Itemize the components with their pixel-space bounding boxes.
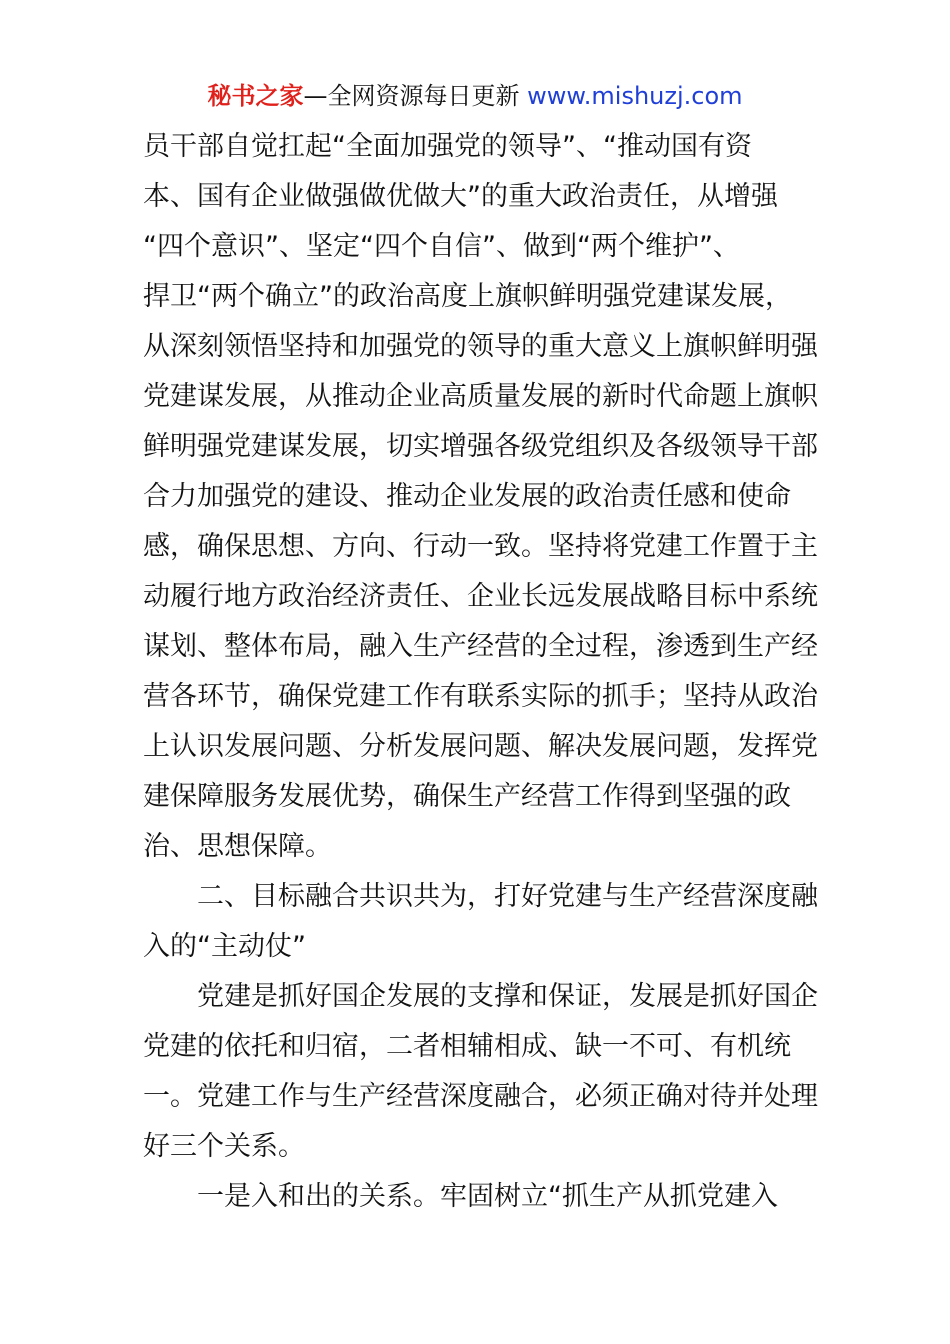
site-header bbox=[0, 80, 950, 112]
text-line: 员干部自觉扛起“全面加强党的领导”、“推动国有资 bbox=[143, 131, 752, 162]
text-line: “四个意识”、坚定“四个自信”、做到“两个维护”、 bbox=[143, 231, 740, 262]
text-line: 动履行地方政治经济责任、企业长远发展战略目标中系统 bbox=[143, 581, 818, 612]
text-line: 营各环节，确保党建工作有联系实际的抓手；坚持从政治 bbox=[143, 681, 818, 712]
text-line: 从深刻领悟坚持和加强党的领导的重大意义上旗帜鲜明强 bbox=[143, 331, 818, 362]
text-line: 治、思想保障。 bbox=[143, 831, 332, 862]
text-line: 鲜明强党建谋发展，切实增强各级党组织及各级领导干部 bbox=[143, 431, 818, 462]
document-body bbox=[143, 122, 818, 1222]
text-line: 党建的依托和归宿，二者相辅相成、缺一不可、有机统 bbox=[143, 1031, 791, 1062]
site-url-link[interactable]: www.mishuzj.com bbox=[527, 82, 743, 110]
text-line: 感，确保思想、方向、行动一致。坚持将党建工作置于主 bbox=[143, 531, 818, 562]
site-tagline: —全网资源每日更新 bbox=[303, 82, 528, 110]
section-heading-continued: 入的“主动仗” bbox=[143, 931, 306, 962]
section-heading: 二、目标融合共识共为，打好党建与生产经营深度融 bbox=[197, 881, 818, 912]
text-line: 谋划、整体布局，融入生产经营的全过程，渗透到生产经 bbox=[143, 631, 818, 662]
text-line: 捍卫“两个确立”的政治高度上旗帜鲜明强党建谋发展， bbox=[143, 281, 792, 312]
paragraph-start: 党建是抓好国企发展的支撑和保证，发展是抓好国企 bbox=[197, 981, 818, 1012]
text-line: 合力加强党的建设、推动企业发展的政治责任感和使命 bbox=[143, 481, 791, 512]
text-line: 一。党建工作与生产经营深度融合，必须正确对待并处理 bbox=[143, 1081, 818, 1112]
text-line: 好三个关系。 bbox=[143, 1131, 305, 1162]
text-line: 上认识发展问题、分析发展问题、解决发展问题，发挥党 bbox=[143, 731, 818, 762]
text-line: 建保障服务发展优势，确保生产经营工作得到坚强的政 bbox=[143, 781, 791, 812]
site-brand: 秘书之家 bbox=[207, 82, 304, 110]
text-line: 党建谋发展，从推动企业高质量发展的新时代命题上旗帜 bbox=[143, 381, 818, 412]
text-line: 本、国有企业做强做优做大”的重大政治责任，从增强 bbox=[143, 181, 778, 212]
paragraph-start: 一是入和出的关系。牢固树立“抓生产从抓党建入 bbox=[197, 1181, 778, 1212]
